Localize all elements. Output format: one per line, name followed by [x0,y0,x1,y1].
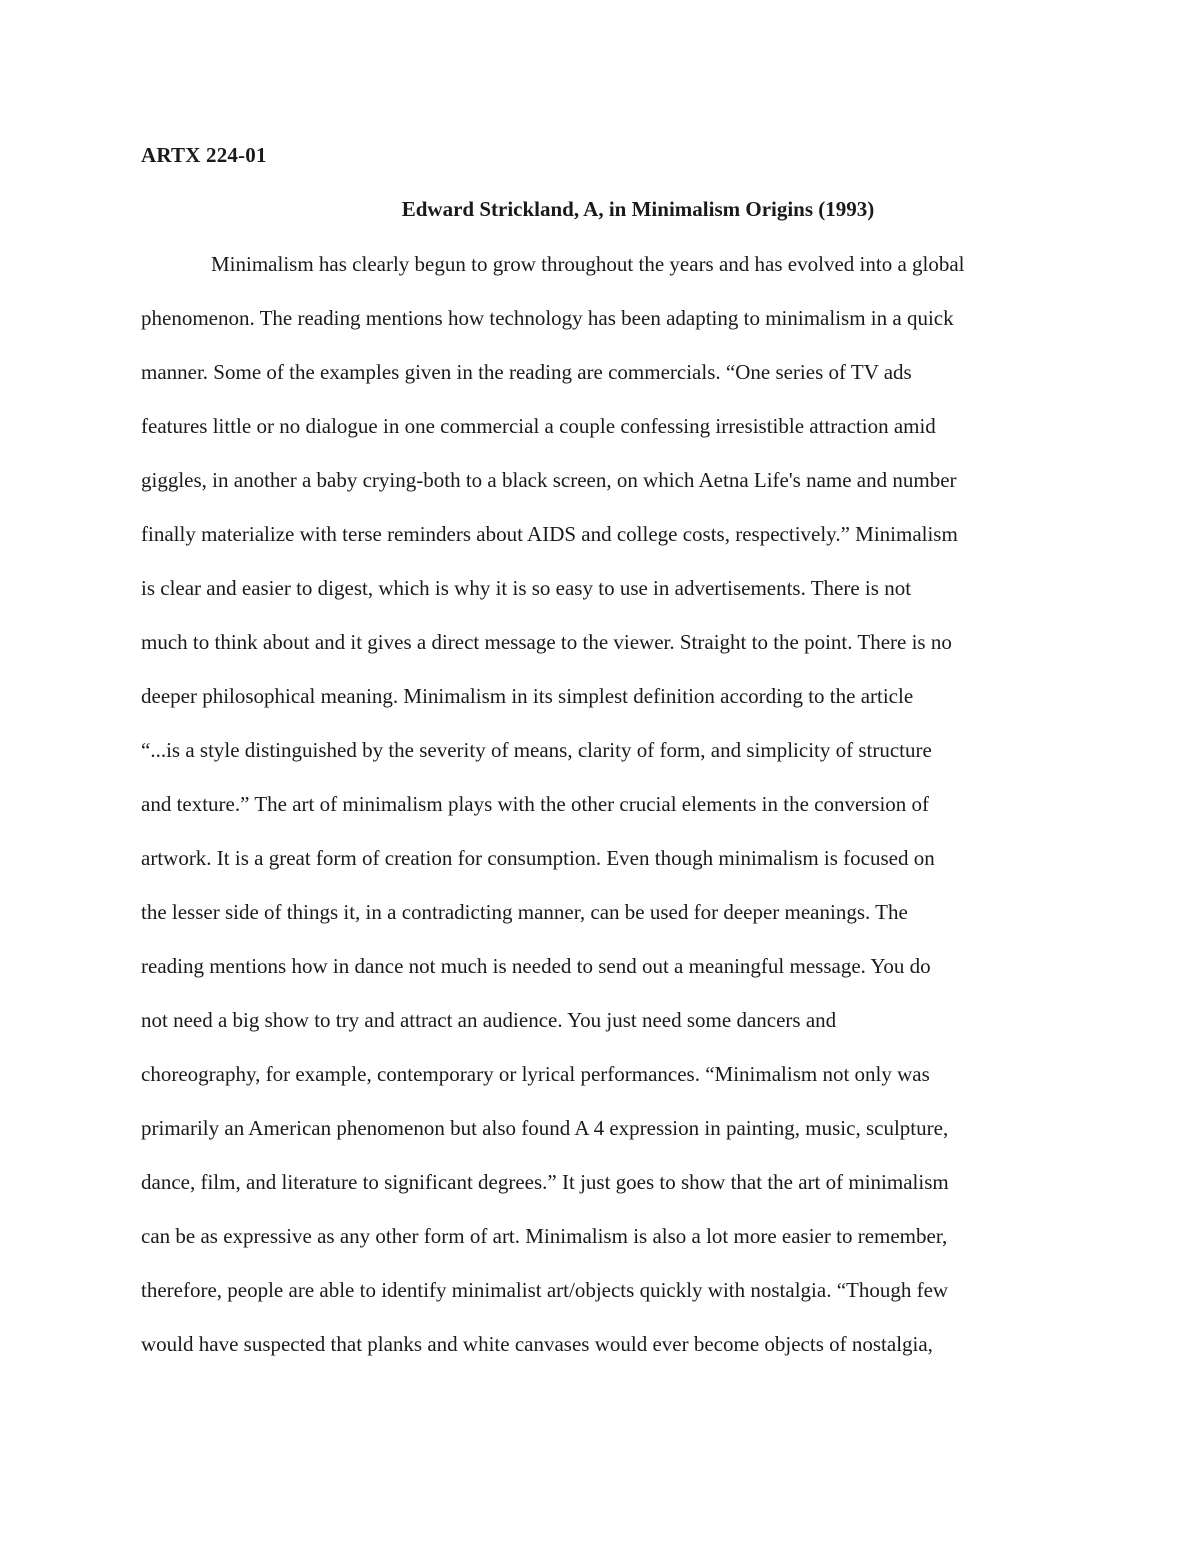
paragraph-line: deeper philosophical meaning. Minimalism in its simplest definition according to the article [141,684,914,708]
paragraph-line: and texture.” The art of minimalism plays with the other crucial elements in the conversion of [141,792,930,816]
paragraph-line: reading mentions how in dance not much is needed to send out a meaningful message. You do [141,954,931,978]
paragraph-line: primarily an American phenomenon but also found A 4 expression in painting, music, sculpture, [141,1116,949,1140]
course-code: ARTX 224-01 [141,143,267,167]
paragraph-line: artwork. It is a great form of creation for consumption. Even though minimalism is focused on [141,846,935,870]
paragraph-line: would have suspected that planks and white canvases would ever become objects of nostalgia, [141,1332,933,1356]
paragraph-line: manner. Some of the examples given in the reading are commercials. “One series of TV ads [141,360,912,384]
paragraph-line: therefore, people are able to identify minimalist art/objects quickly with nostalgia. “Though few [141,1278,949,1302]
paragraph-line: Minimalism has clearly begun to grow throughout the years and has evolved into a global [211,252,965,276]
paragraph-line: giggles, in another a baby crying-both to a black screen, on which Aetna Life's name and number [141,468,957,492]
paragraph-line: dance, film, and literature to significant degrees.” It just goes to show that the art of minimalism [141,1170,949,1194]
paragraph-line: much to think about and it gives a direct message to the viewer. Straight to the point. There is no [141,630,952,654]
paragraph-line: “...is a style distinguished by the severity of means, clarity of form, and simplicity of structure [141,738,932,762]
paragraph-line: the lesser side of things it, in a contradicting manner, can be used for deeper meanings. The [141,900,908,924]
paragraph-line: not need a big show to try and attract an audience. You just need some dancers and [141,1008,837,1032]
paragraph-line: phenomenon. The reading mentions how technology has been adapting to minimalism in a quick [141,306,954,330]
paragraph-line: is clear and easier to digest, which is why it is so easy to use in advertisements. There is not [141,576,912,600]
paragraph-line: can be as expressive as any other form of art. Minimalism is also a lot more easier to remember, [141,1224,948,1248]
paragraph-line: finally materialize with terse reminders about AIDS and college costs, respectively.” Minimalism [141,522,958,546]
document-title: Edward Strickland, A, in Minimalism Origins (1993) [401,197,875,221]
paragraph-line: choreography, for example, contemporary or lyrical performances. “Minimalism not only was [141,1062,930,1086]
paragraph-line: features little or no dialogue in one commercial a couple confessing irresistible attraction amid [141,414,936,438]
